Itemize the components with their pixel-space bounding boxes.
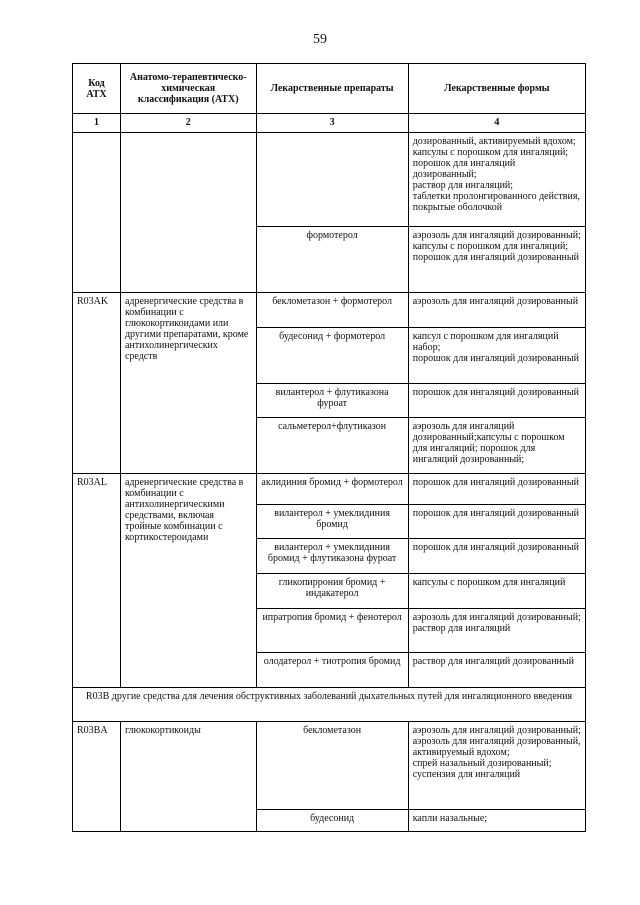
header-atx-code: Код АТХ [73,64,121,114]
drug-name: аклидиния бромид + формотерол [256,474,408,505]
table-row [73,133,586,227]
form-line: аэрозоль для ингаляций дозированный; [412,725,581,736]
drug-name: гликопиррония бромид + индакатерол [256,574,408,609]
class-cell [120,133,256,293]
forms-cell [408,609,585,653]
forms-cell [408,722,585,810]
form-line: раствор для ингаляций; [412,180,514,191]
atx-table [72,63,586,832]
form-line: порошок для ингаляций дозированный [412,542,579,553]
form-line: дозированный, активируемый вдохом; [412,136,576,147]
drug-cell: формотерол [256,227,408,293]
forms-cell [408,810,585,832]
forms-cell [408,474,585,505]
atx-code: R03BA [73,722,121,832]
column-number: 4 [408,114,585,133]
form-line: таблетки пролонгированного действия, покрытые оболочкой [412,191,580,213]
atx-code: R03AL [73,474,121,688]
page-number: 59 [313,32,327,47]
drug-name: беклометазон + формотерол [256,293,408,328]
table-row [73,722,586,810]
form-line: порошок для ингаляций дозированный; [412,158,516,180]
atx-classification: адренергические средства в комбинации с глюкокортикоидами или другими препаратами, кроме антихолинергических средств [120,293,256,474]
form-line: капсулы с порошком для ингаляций; [412,241,569,252]
form-line: аэрозоль для ингаляций дозированный; [412,612,581,623]
form-line: аэрозоль для ингаляций дозированный, активируемый вдохом; [412,736,581,758]
header-atx-classification: Анатомо-терапевтическо-химическая классификация (АТХ) [120,64,256,114]
form-line: аэрозоль для ингаляций дозированный; [412,230,581,241]
atx-code: R03AK [73,293,121,474]
form-line: порошок для ингаляций дозированный [412,353,579,364]
table-row [73,293,586,328]
forms-cell [408,653,585,688]
drug-name: ипратропия бромид + фенотерол [256,609,408,653]
forms-cell [408,539,585,574]
column-number: 1 [73,114,121,133]
forms-cell [408,133,585,227]
form-line: спрей назальный дозированный; [412,758,552,769]
forms-cell [408,574,585,609]
drug-name: сальметерол+флутиказон [256,418,408,474]
table-row [73,474,586,505]
drug-name: будесонид [256,810,408,832]
forms-cell [408,328,585,384]
forms-cell [408,418,585,474]
column-number-row [73,114,586,133]
form-line: раствор для ингаляций [412,623,511,634]
code-cell [73,133,121,293]
form-line: порошок для ингаляций дозированный [412,252,579,263]
form-line: капсул с порошком для ингаляций набор; [412,331,559,353]
form-line: суспензия для ингаляций [412,769,521,780]
forms-cell [408,227,585,293]
group-heading: R03B другие средства для лечения обструктивных заболеваний дыхательных путей для ингаляционного введения [73,688,586,722]
forms-cell [408,384,585,418]
column-number: 3 [256,114,408,133]
group-heading-row [73,688,586,722]
form-line: капли назальные; [412,813,488,824]
table-header-row [73,64,586,114]
drug-name: вилантерол + флутиказона фуроат [256,384,408,418]
drug-name: будесонид + формотерол [256,328,408,384]
drug-name: беклометазон [256,722,408,810]
atx-classification: адренергические средства в комбинации с антихолинергическими средствами, включая тройные комбинации с кортикостероидами [120,474,256,688]
forms-cell [408,293,585,328]
drug-name: олодатерол + тиотропия бромид [256,653,408,688]
column-number: 2 [120,114,256,133]
header-forms: Лекарственные формы [408,64,585,114]
drug-cell [256,133,408,227]
header-drugs: Лекарственные препараты [256,64,408,114]
form-line: порошок для ингаляций дозированный [412,387,579,398]
form-line: капсулы с порошком для ингаляций [412,577,566,588]
form-line: аэрозоль для ингаляций дозированный;капсулы с порошком для ингаляций; порошок для ингаляций дозированный; [412,421,565,465]
forms-cell [408,505,585,539]
drug-name: вилантерол + умеклидиния бромид + флутиказона фуроат [256,539,408,574]
form-line: аэрозоль для ингаляций дозированный [412,296,579,307]
drug-name: вилантерол + умеклидиния бромид [256,505,408,539]
form-line: раствор для ингаляций дозированный [412,656,574,667]
form-line: порошок для ингаляций дозированный [412,508,579,519]
atx-classification: глюкокортикоиды [120,722,256,832]
form-line: капсулы с порошком для ингаляций; [412,147,569,158]
form-line: порошок для ингаляций дозированный [412,477,579,488]
